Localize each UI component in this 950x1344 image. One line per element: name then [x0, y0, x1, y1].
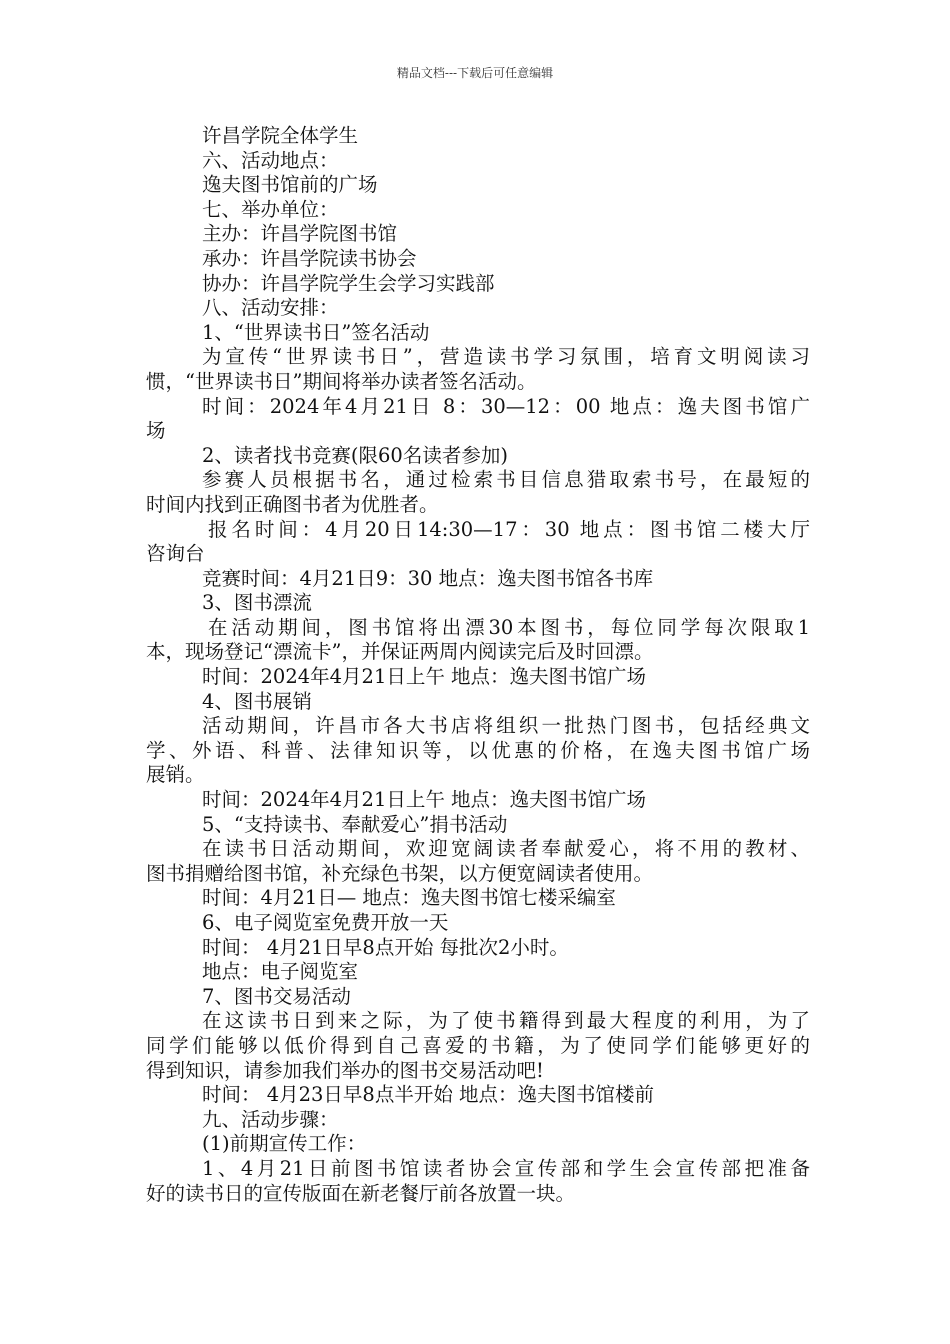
text-line: 在读书日活动期间，欢迎宽阔读者奉献爱心，将不用的教材、 [202, 837, 810, 861]
section-heading: 九、活动步骤： [202, 1107, 339, 1131]
page-header: 精品文档---下载后可任意编辑 [396, 66, 554, 80]
text-line: 时间：2024年4月21日上午 地点：逸夫图书馆广场 [202, 788, 647, 812]
item-heading: 1、“世界读书日”签名活动 [202, 320, 430, 344]
text-line: 学、外语、科普、法律知识等，以优惠的价格，在逸夫图书馆广场 [146, 738, 810, 762]
text-line: 在这读书日到来之际，为了使书籍得到最大程度的利用，为了 [202, 1009, 810, 1033]
document-body [146, 124, 810, 1206]
text-line: 在活动期间，图书馆将出漂30本图书，每位同学每次限取1 [208, 615, 810, 639]
text-line: 竞赛时间：4月21日9：30 地点：逸夫图书馆各书库 [202, 566, 654, 590]
text-line: 承办：许昌学院读书协会 [202, 246, 417, 270]
text-line: 同学们能够以低价得到自己喜爱的书籍，为了使同学们能够更好的 [146, 1033, 810, 1057]
item-heading: 2、读者找书竞赛(限60名读者参加) [202, 443, 508, 467]
item-heading: 4、图书展销 [202, 689, 312, 713]
text-line: 主办：许昌学院图书馆 [202, 222, 398, 246]
text-line: 参赛人员根据书名，通过检索书目信息猎取索书号，在最短的 [202, 468, 810, 492]
text-line: 逸夫图书馆前的广场 [202, 173, 378, 197]
text-line: 惯，“世界读书日”期间将举办读者签名活动。 [146, 369, 537, 393]
text-line: 协办：许昌学院学生会学习实践部 [202, 271, 495, 295]
text-line: 得到知识，请参加我们举办的图书交易活动吧! [146, 1058, 544, 1082]
text-line: 咨询台 [146, 542, 205, 566]
section-heading: 八、活动安排： [202, 296, 339, 320]
text-line: 活动期间，许昌市各大书店将组织一批热门图书，包括经典文 [202, 714, 810, 738]
text-line: 本，现场登记“漂流卡”，并保证两周内阅读完后及时回漂。 [146, 640, 654, 664]
text-line: 1、4月21日前图书馆读者协会宣传部和学生会宣传部把准备 [202, 1156, 810, 1180]
text-line: 时间：2024年4月21日上午 地点：逸夫图书馆广场 [202, 665, 647, 689]
item-heading: 7、图书交易活动 [202, 984, 351, 1008]
text-line: 好的读书日的宣传版面在新老餐厅前各放置一块。 [146, 1181, 576, 1205]
text-line: 许昌学院全体学生 [202, 124, 359, 147]
section-heading: 七、举办单位： [202, 197, 339, 221]
text-line: 报名时间：4月20日14:30—17：30 地点：图书馆二楼大厅 [208, 517, 810, 541]
section-heading: 六、活动地点： [202, 148, 339, 172]
text-line: 时间： 4月21日早8点开始 每批次2小时。 [202, 935, 569, 959]
text-line: 时间：4月21日— 地点：逸夫图书馆七楼采编室 [202, 886, 616, 910]
text-line: 时间内找到正确图书者为优胜者。 [146, 492, 439, 516]
text-line: 图书捐赠给图书馆，补充绿色书架，以方便宽阔读者使用。 [146, 861, 654, 885]
text-line: 时间：2024年4月21日 8：30—12：00 地点：逸夫图书馆广 [202, 394, 810, 418]
text-line: 地点：电子阅览室 [202, 960, 359, 984]
item-heading: 3、图书漂流 [202, 591, 312, 615]
text-line: 展销。 [146, 763, 205, 787]
item-heading: 6、电子阅览室免费开放一天 [202, 911, 449, 934]
item-heading: 5、“支持读书、奉献爱心”捐书活动 [202, 812, 508, 836]
item-heading: (1)前期宣传工作： [202, 1132, 367, 1156]
text-line: 为宣传“世界读书日”，营造读书学习氛围，培育文明阅读习 [202, 345, 810, 369]
text-line: 场 [146, 419, 166, 443]
text-line: 时间： 4月23日早8点半开始 地点：逸夫图书馆楼前 [202, 1083, 655, 1107]
